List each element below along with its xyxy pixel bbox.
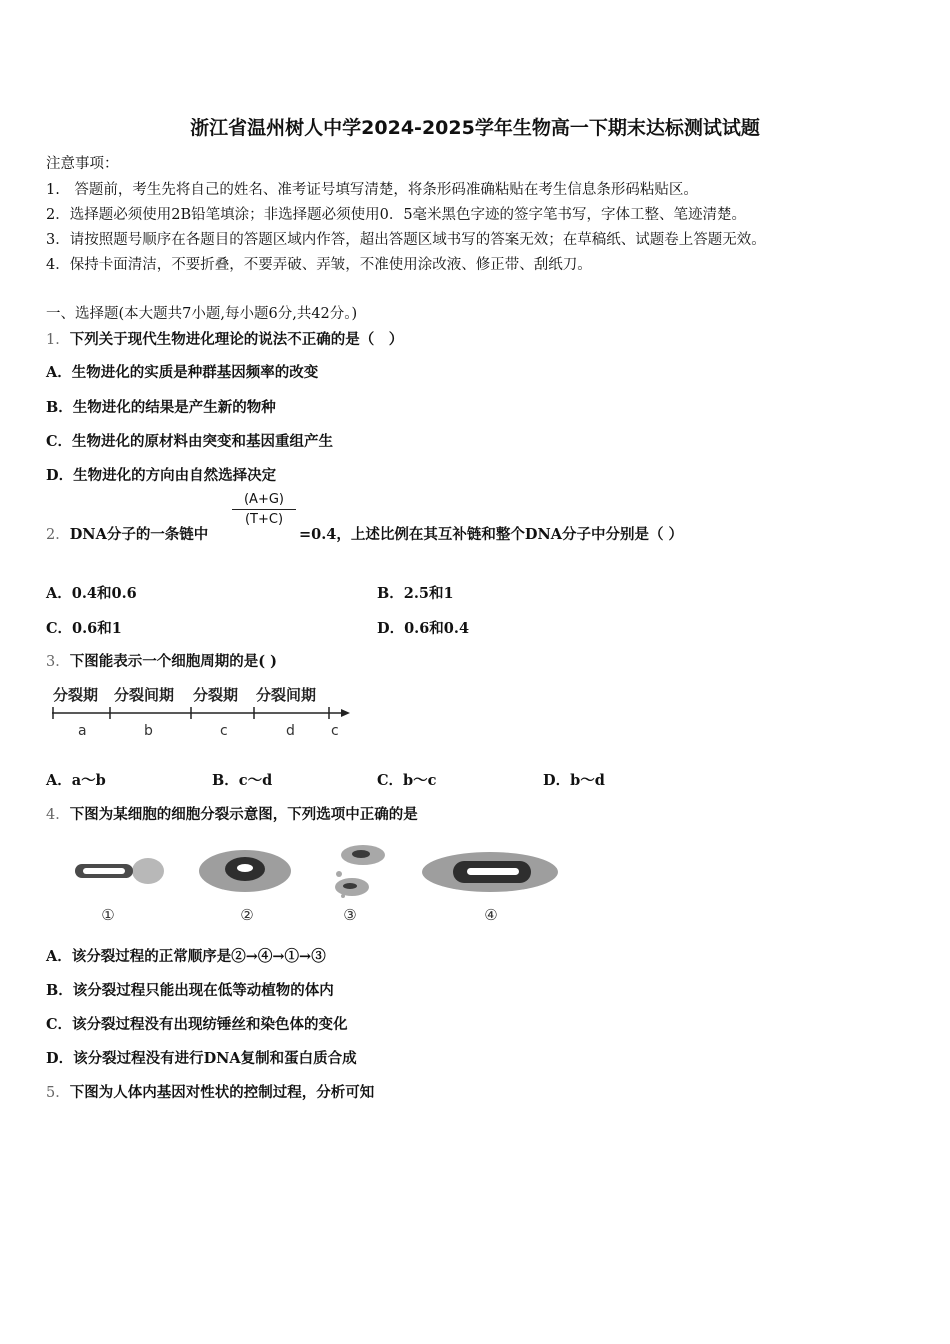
arrow-head-icon	[341, 709, 350, 717]
notice-item-1: 1. 答题前，考生先将自己的姓名、准考证号填写清楚，将条形码准确粘贴在考生信息条形码粘贴区。	[46, 182, 698, 198]
q1-option-c: C．生物进化的原材料由突变和基因重组产生	[46, 433, 334, 450]
question-2	[46, 523, 208, 544]
q1-option-a: A．生物进化的实质是种群基因频率的改变	[46, 364, 319, 381]
question-number: 4．	[46, 807, 70, 823]
q3-option-d: D．b～d	[543, 772, 605, 789]
question-1	[46, 328, 403, 349]
cell-division-figure	[60, 838, 570, 930]
notice-item-2: 2．选择题必须使用2B铅笔填涂；非选择题必须使用0．5毫米黑色字迹的签字笔书写，字体工整、笔迹清楚。	[46, 207, 747, 223]
page-title: 浙江省温州树人中学2024-2025学年生物高一下期末达标测试试题	[190, 117, 760, 139]
cell-cycle-diagram	[48, 680, 358, 742]
phase-label-1: 分裂期	[53, 686, 99, 704]
question-stem-pre: DNA分子的一条链中	[69, 526, 209, 543]
q4-option-c: C．该分裂过程没有出现纺锤丝和染色体的变化	[46, 1016, 348, 1033]
q4-option-b: B．该分裂过程只能出现在低等动植物的体内	[46, 982, 334, 999]
cell-4	[422, 852, 558, 892]
question-4	[46, 803, 418, 824]
phase-label-3: 分裂期	[193, 686, 239, 704]
question-stem: 下图能表示一个细胞周期的是( )	[69, 653, 278, 670]
segment-label-d: d	[286, 723, 295, 739]
cell-1	[75, 858, 164, 884]
q3-option-c: C．b～c	[377, 772, 437, 789]
fraction-numerator: (A+G)	[232, 492, 296, 510]
question-number: 5．	[46, 1085, 70, 1101]
q4-option-a: A．该分裂过程的正常顺序是②→④→①→③	[46, 948, 326, 965]
question-number: 3．	[46, 654, 70, 670]
q1-option-d: D．生物进化的方向由自然选择决定	[46, 467, 277, 484]
q2-option-a: A．0.4和0.6	[46, 585, 137, 602]
phase-label-2: 分裂间期	[114, 686, 175, 704]
segment-label-b: b	[144, 723, 153, 739]
question-stem: 下图为人体内基因对性状的控制过程，分析可知	[69, 1084, 375, 1101]
question-stem-post: =0.4，上述比例在其互补链和整个DNA分子中分别是（ ）	[299, 526, 684, 543]
question-number: 1．	[46, 332, 70, 348]
q2-option-c: C．0.6和1	[46, 620, 122, 637]
question-3	[46, 650, 277, 671]
question-number: 2．	[46, 527, 70, 543]
segment-label-a: a	[78, 723, 87, 739]
question-stem: 下图为某细胞的细胞分裂示意图，下列选项中正确的是	[69, 806, 418, 823]
q2-option-b: B．2.5和1	[377, 585, 454, 602]
question-stem: 下列关于现代生物进化理论的说法不正确的是（ ）	[69, 331, 404, 348]
section-heading: 一、选择题(本大题共7小题,每小题6分,共42分。)	[46, 306, 358, 322]
q4-option-d: D．该分裂过程没有进行DNA复制和蛋白质合成	[46, 1050, 357, 1067]
q3-option-b: B．c～d	[212, 772, 273, 789]
figure-label-1: ①	[101, 906, 115, 924]
notice-heading: 注意事项：	[46, 156, 119, 172]
segment-label-c2: c	[331, 723, 339, 739]
fraction-denominator: (T+C)	[244, 512, 284, 527]
notice-item-4: 4．保持卡面清洁，不要折叠，不要弄破、弄皱，不准使用涂改液、修正带、刮纸刀。	[46, 257, 592, 273]
notice-item-3: 3．请按照题号顺序在各题目的答题区域内作答，超出答题区域书写的答案无效；在草稿纸、试题卷上答题无效。	[46, 232, 766, 248]
phase-label-4: 分裂间期	[256, 686, 317, 704]
cell-2	[199, 850, 291, 892]
q1-option-b: B．生物进化的结果是产生新的物种	[46, 399, 276, 416]
figure-label-3: ③	[343, 906, 357, 924]
figure-label-4: ④	[484, 906, 498, 924]
segment-label-c: c	[220, 723, 228, 739]
cell-3	[335, 845, 385, 898]
q2-option-d: D．0.6和0.4	[377, 620, 470, 637]
question-5	[46, 1081, 374, 1102]
q3-option-a: A．a～b	[46, 772, 106, 789]
figure-label-2: ②	[240, 906, 254, 924]
ratio-fraction	[232, 492, 296, 527]
